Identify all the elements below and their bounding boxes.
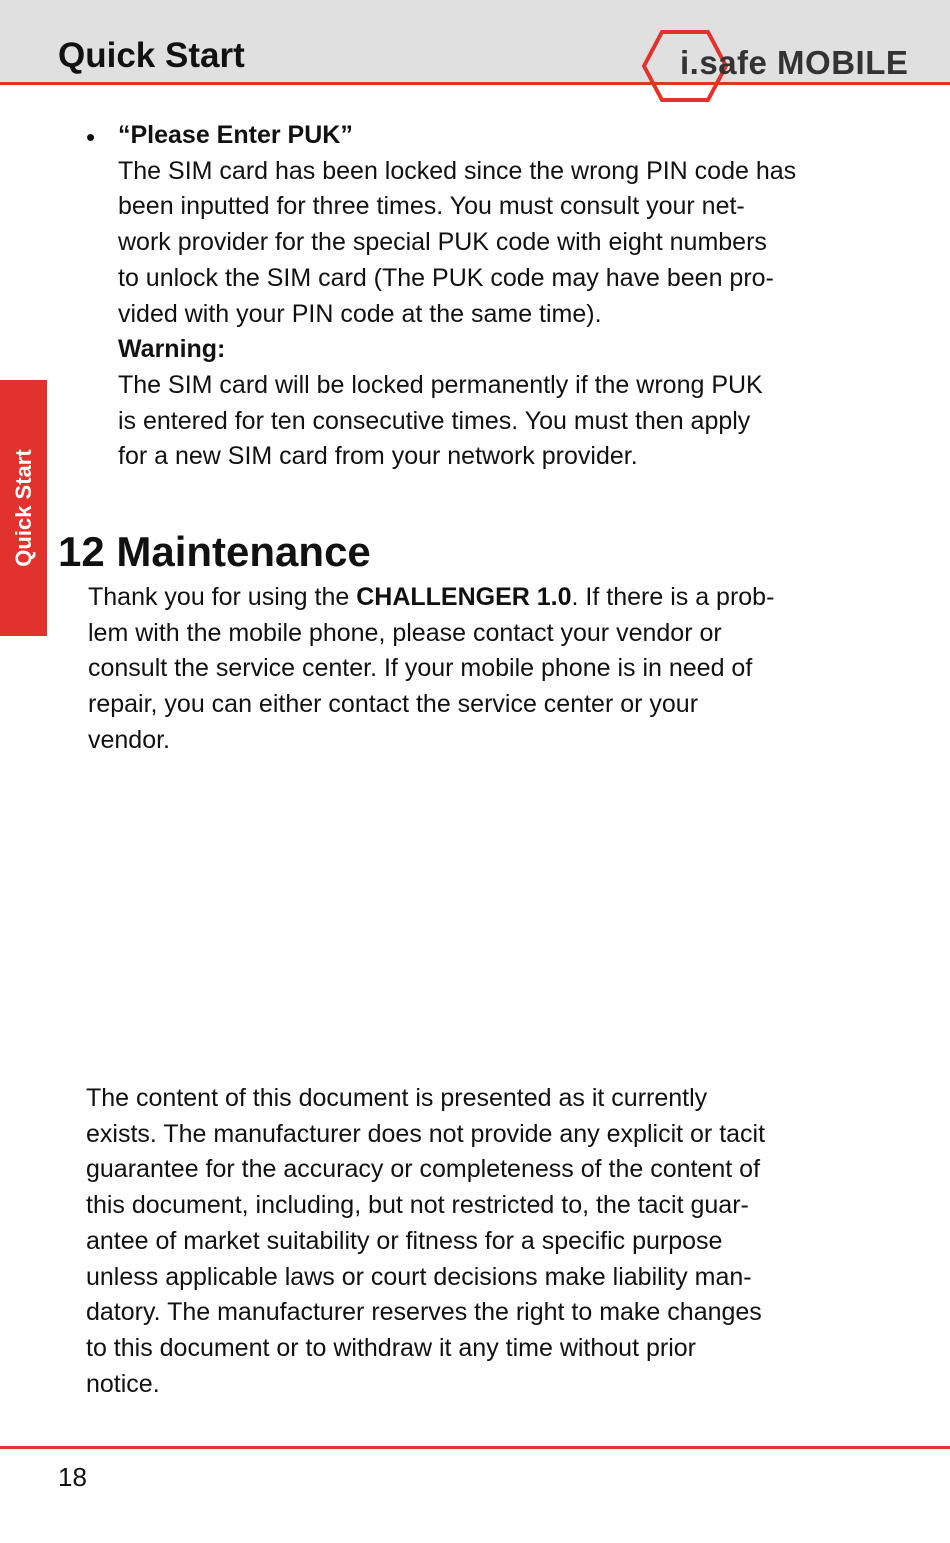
disclaimer-line: datory. The manufacturer reserves the right to make changes <box>86 1298 762 1327</box>
section-heading: 12 Maintenance <box>58 528 371 575</box>
puk-line: to unlock the SIM card (The PUK code may have been pro- <box>118 263 774 292</box>
disclaimer-line: guarantee for the accuracy or completeness of the content of <box>86 1155 761 1184</box>
disclaimer-paragraph <box>86 1081 765 1402</box>
puk-line: vided with your PIN code at the same time). <box>118 299 602 328</box>
maintenance-line: lem with the mobile phone, please contact your vendor or <box>88 618 722 647</box>
puk-item-title: “Please Enter PUK” <box>118 121 353 149</box>
maintenance-line <box>88 580 774 616</box>
puk-line: work provider for the special PUK code with eight numbers <box>118 228 767 257</box>
page-header-title: Quick Start <box>58 36 245 75</box>
warning-line: is entered for ten consecutive times. You must then apply <box>118 406 751 435</box>
maintenance-line: consult the service center. If your mobile phone is in need of <box>88 654 753 683</box>
puk-line: The SIM card has been locked since the wrong PIN code has <box>118 156 797 185</box>
maintenance-text: . If there is a prob- <box>571 583 775 611</box>
footer-divider <box>0 1446 950 1449</box>
bullet-icon: • <box>86 122 96 152</box>
disclaimer-line: exists. The manufacturer does not provide any explicit or tacit <box>86 1119 766 1148</box>
puk-item <box>118 118 796 475</box>
disclaimer-line: notice. <box>86 1369 160 1398</box>
brand-logo <box>640 28 920 104</box>
disclaimer-line: to this document or to withdraw it any time without prior <box>86 1333 696 1362</box>
logo-text: i.safe MOBILE <box>680 44 909 81</box>
side-tab-label: Quick Start <box>10 449 36 567</box>
maintenance-paragraph <box>88 580 774 759</box>
disclaimer-line: antee of market suitability or fitness for a specific purpose <box>86 1226 723 1255</box>
page-number: 18 <box>58 1462 87 1492</box>
side-tab <box>0 380 47 636</box>
warning-label: Warning: <box>118 335 226 364</box>
maintenance-line: vendor. <box>88 725 171 754</box>
warning-line: The SIM card will be locked permanently if the wrong PUK <box>118 370 763 399</box>
maintenance-text: Thank you for using the <box>88 583 357 611</box>
puk-line: been inputted for three times. You must consult your net- <box>118 192 745 221</box>
disclaimer-line: The content of this document is presented as it currently <box>86 1084 708 1112</box>
disclaimer-line: unless applicable laws or court decisions make liability man- <box>86 1262 752 1291</box>
warning-line: for a new SIM card from your network provider. <box>118 442 638 471</box>
maintenance-line: repair, you can either contact the service center or your <box>88 690 699 719</box>
product-name: CHALLENGER 1.0 <box>356 583 572 611</box>
disclaimer-line: this document, including, but not restricted to, the tacit guar- <box>86 1191 749 1220</box>
